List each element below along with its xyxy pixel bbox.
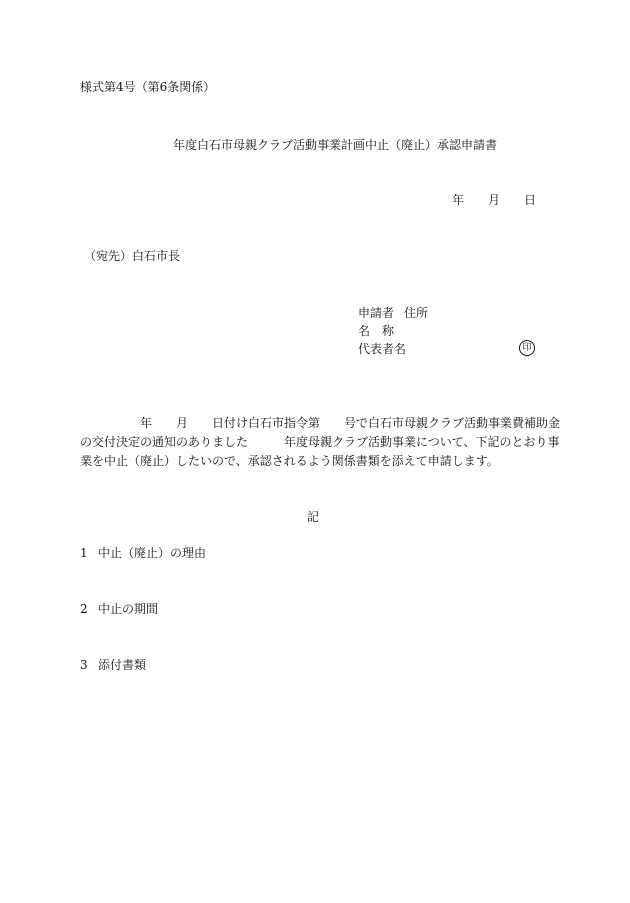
applicant-label: 申請者 bbox=[358, 306, 395, 320]
form-number: 様式第4号（第6条関係） bbox=[80, 80, 216, 94]
item-label: 中止の期間 bbox=[98, 602, 159, 616]
body-line-3: 業を中止（廃止）したいので、承認されるよう関係書類を添えて申請します。 bbox=[80, 454, 499, 468]
ki-heading: 記 bbox=[307, 510, 320, 524]
item-label: 中止（廃止）の理由 bbox=[98, 546, 207, 560]
list-item bbox=[80, 546, 206, 561]
address-label: 住所 bbox=[404, 306, 429, 320]
date-year-label: 年 bbox=[452, 193, 465, 207]
item-number: 1 bbox=[80, 546, 88, 560]
date-line bbox=[452, 193, 536, 208]
list-item bbox=[80, 658, 146, 673]
seal-mark: 印 bbox=[519, 340, 535, 356]
document-title: 年度白石市母親クラブ活動事業計画中止（廃止）承認申請書 bbox=[173, 138, 498, 152]
applicant-block bbox=[358, 304, 428, 358]
body-line-1: 年 月 日付け白石市指令第 号で白石市母親クラブ活動事業費補助金 bbox=[80, 416, 561, 430]
body-line-2: の交付決定の通知のありました 年度母親クラブ活動事業について、下記のとおり事 bbox=[80, 435, 560, 449]
item-number: 3 bbox=[80, 658, 88, 672]
applicant-name-row bbox=[358, 322, 428, 340]
name-label: 名 称 bbox=[358, 324, 395, 338]
application-body bbox=[80, 414, 561, 471]
date-day-label: 日 bbox=[524, 193, 537, 207]
item-label: 添付書類 bbox=[98, 658, 147, 672]
representative-label: 代表者名 bbox=[358, 342, 407, 356]
list-item bbox=[80, 602, 158, 617]
item-number: 2 bbox=[80, 602, 88, 616]
applicant-address-row bbox=[358, 304, 428, 322]
applicant-representative-row bbox=[358, 340, 428, 358]
addressee: （宛先）白石市長 bbox=[84, 249, 181, 263]
date-month-label: 月 bbox=[488, 193, 501, 207]
